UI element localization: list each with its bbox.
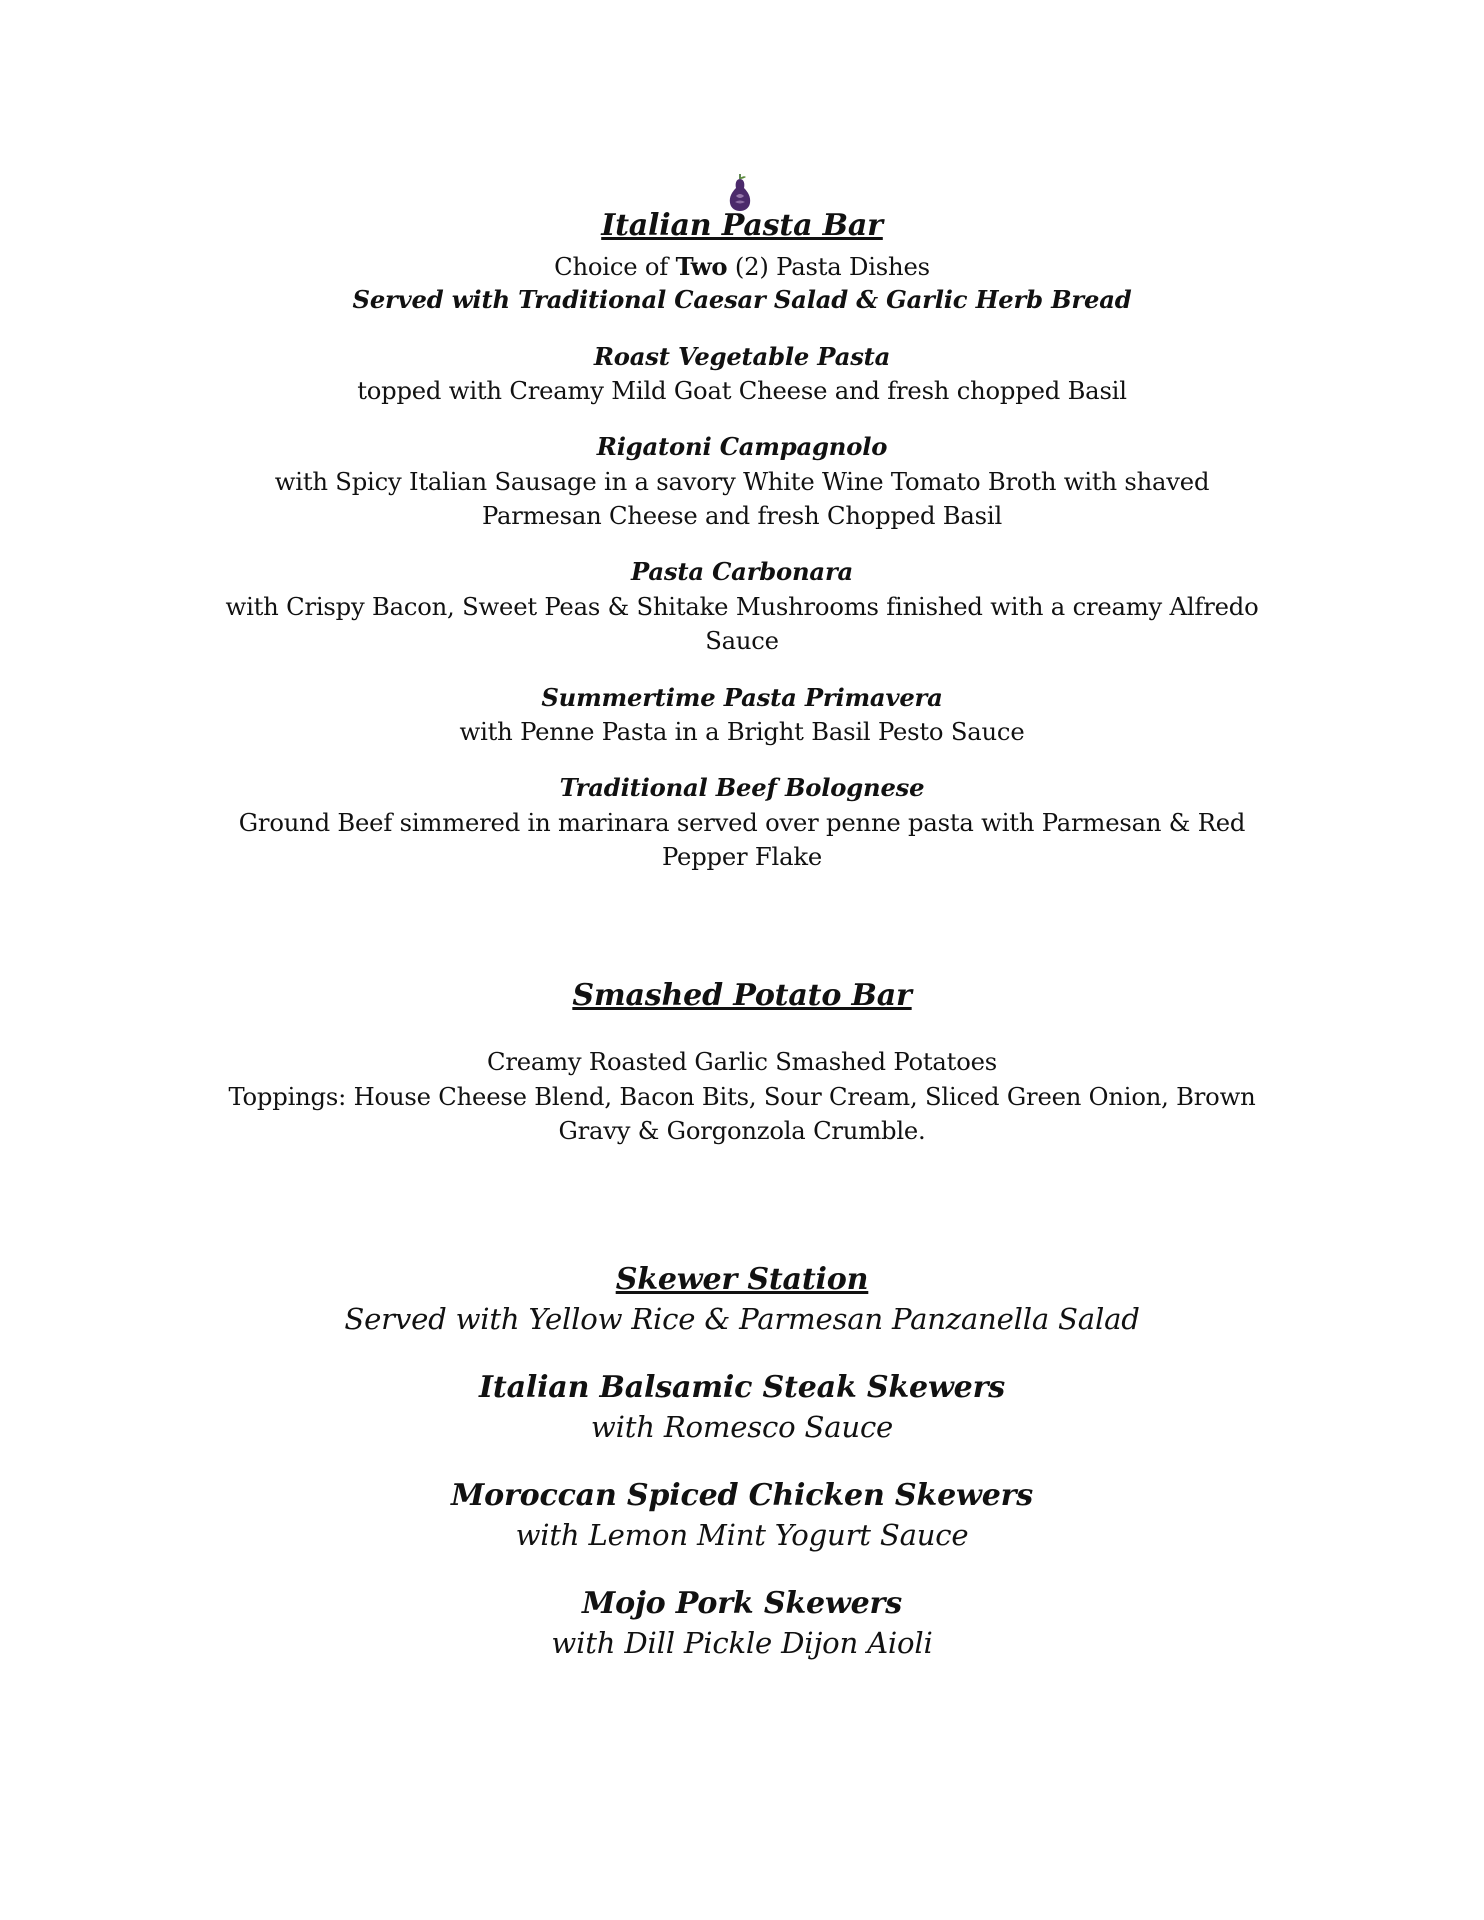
pear-logo-icon (726, 172, 754, 212)
potato-line: Gravy & Gorgonzola Crumble. (558, 1116, 926, 1145)
skewer-served-with: Served with Yellow Rice & Parmesan Panzanella Salad (344, 1302, 1140, 1336)
pasta-choice-line (0, 252, 1484, 281)
potato-line: Toppings: House Cheese Blend, Bacon Bits, Sour Cream, Sliced Green Onion, Brown (228, 1082, 1256, 1111)
choice-suffix: (2) Pasta Dishes (727, 252, 930, 281)
dish-name: Rigatoni Campagnolo (596, 432, 888, 461)
potato-line: Creamy Roasted Garlic Smashed Potatoes (486, 1047, 998, 1076)
dish-name: Pasta Carbonara (630, 557, 854, 586)
choice-prefix: Choice of (554, 252, 676, 281)
dish-desc: Pepper Flake (662, 842, 822, 871)
dish-name: Summertime Pasta Primavera (541, 683, 943, 712)
dish-desc: topped with Creamy Mild Goat Cheese and fresh chopped Basil (357, 376, 1127, 405)
dish-name: Roast Vegetable Pasta (593, 342, 891, 371)
skewer-station-title: Skewer Station (615, 1262, 869, 1297)
skewer-name: Italian Balsamic Steak Skewers (479, 1370, 1005, 1405)
skewer-desc: with Romesco Sauce (590, 1410, 894, 1444)
potato-bar-title: Smashed Potato Bar (572, 978, 912, 1013)
skewer-name: Mojo Pork Skewers (582, 1586, 902, 1621)
dish-desc: with Spicy Italian Sausage in a savory White Wine Tomato Broth with shaved (274, 467, 1210, 496)
dish-desc: with Crispy Bacon, Sweet Peas & Shitake Mushrooms finished with a creamy Alfredo (225, 592, 1259, 621)
skewer-desc: with Lemon Mint Yogurt Sauce (515, 1518, 969, 1552)
dish-name: Traditional Beef Bolognese (559, 773, 925, 802)
dish-desc: Parmesan Cheese and fresh Chopped Basil (481, 501, 1003, 530)
dish-desc: Sauce (705, 626, 779, 655)
pasta-bar-title: Italian Pasta Bar (601, 208, 883, 243)
dish-desc: Ground Beef simmered in marinara served over penne pasta with Parmesan & Red (238, 808, 1246, 837)
skewer-desc: with Dill Pickle Dijon Aioli (551, 1626, 933, 1660)
skewer-name: Moroccan Spiced Chicken Skewers (450, 1478, 1034, 1513)
pasta-served-with: Served with Traditional Caesar Salad & Garlic Herb Bread (352, 285, 1132, 314)
dish-desc: with Penne Pasta in a Bright Basil Pesto Sauce (459, 717, 1025, 746)
choice-bold: Two (675, 252, 728, 281)
